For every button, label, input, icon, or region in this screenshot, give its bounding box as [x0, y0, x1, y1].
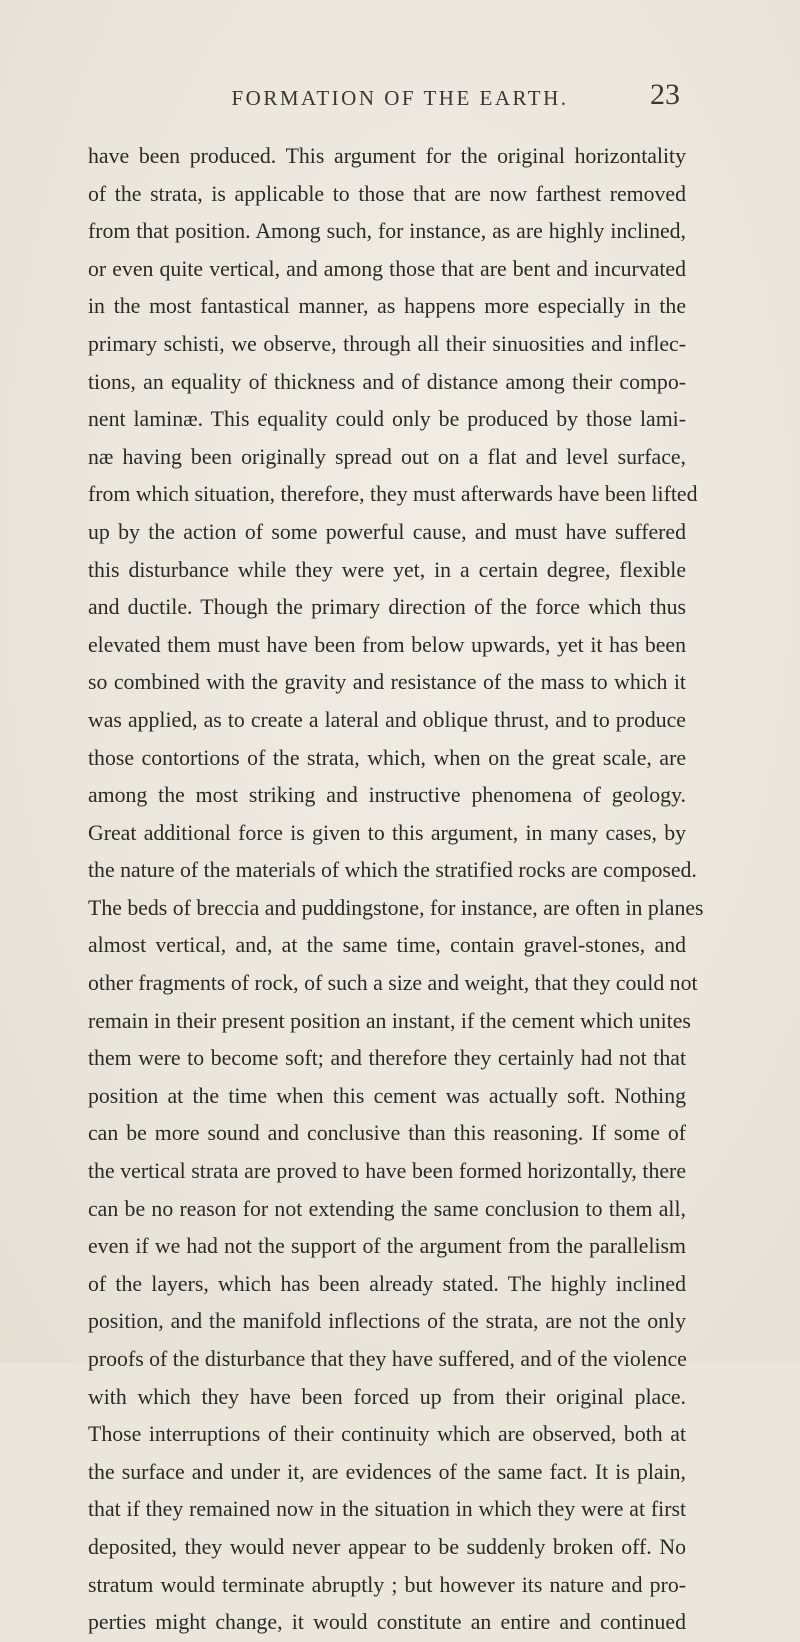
text-line: with which they have been forced up from their original place. [88, 1384, 686, 1409]
text-line: and ductile. Though the primary direction of the force which thus [88, 595, 686, 620]
text-line: the nature of the materials of which the stratified rocks are composed. [88, 858, 697, 883]
text-line: primary schisti, we observe, through all their sinuosities and inflec- [88, 331, 686, 356]
text-line: Great additional force is given to this argument, in many cases, by [88, 820, 686, 845]
text-line: up by the action of some powerful cause, and must have suffered [88, 519, 686, 544]
text-line: have been produced. This argument for the original horizontality [88, 144, 686, 168]
text-line: of the strata, is applicable to those that are now farthest removed [88, 181, 686, 206]
body-text [88, 138, 704, 1642]
text-line: from which situation, therefore, they must afterwards have been lifted [88, 482, 698, 507]
text-line: can be more sound and conclusive than this reasoning. If some of [88, 1121, 686, 1146]
text-line: position at the time when this cement was actually soft. Nothing [88, 1083, 686, 1108]
text-line: The beds of breccia and puddingstone, for instance, are often in planes [88, 895, 704, 920]
text-line: næ having been originally spread out on a flat and level surface, [88, 444, 686, 469]
text-line: of the layers, which has been already stated. The highly inclined [88, 1271, 686, 1296]
text-line: almost vertical, and, at the same time, contain gravel-stones, and [88, 933, 686, 958]
text-line: deposited, they would never appear to be suddenly broken off. No [88, 1534, 686, 1559]
text-line: can be no reason for not extending the same conclusion to them all, [88, 1196, 686, 1221]
running-head: FORMATION OF THE EARTH. [231, 86, 569, 110]
text-line: stratum would terminate abruptly ; but however its nature and pro- [88, 1572, 686, 1597]
text-line: tions, an equality of thickness and of distance among their compo- [88, 369, 686, 394]
text-line: perties might change, it would constitute an entire and continued [88, 1610, 686, 1635]
text-line: remain in their present position an instant, if the cement which unites [88, 1008, 691, 1033]
page-number: 23 [650, 78, 680, 111]
text-line: from that position. Among such, for instance, as are highly inclined, [88, 219, 686, 244]
text-line: nent laminæ. This equality could only be produced by those lami- [88, 407, 686, 432]
text-line: proofs of the disturbance that they have suffered, and of the violence [88, 1347, 687, 1371]
text-line: was applied, as to create a lateral and oblique thrust, and to produce [88, 707, 686, 732]
text-line: other fragments of rock, of such a size and weight, that they could not [88, 971, 698, 996]
text-line: the surface and under it, are evidences of the same fact. It is plain, [88, 1459, 686, 1484]
text-line: or even quite vertical, and among those that are bent and incurvated [88, 256, 686, 281]
text-line: in the most fantastical manner, as happens more especially in the [88, 294, 686, 319]
text-line: the vertical strata are proved to have been formed horizontally, there [88, 1159, 686, 1184]
text-line: even if we had not the support of the argument from the parallelism [88, 1234, 686, 1259]
text-line: among the most striking and instructive phenomena of geology. [88, 783, 686, 808]
text-line: that if they remained now in the situation in which they were at first [88, 1497, 686, 1522]
text-line: this disturbance while they were yet, in a certain degree, flexible [88, 557, 686, 582]
text-line: elevated them must have been from below upwards, yet it has been [88, 632, 686, 657]
text-line: position, and the manifold inflections of the strata, are not the only [88, 1309, 686, 1334]
text-line: Those interruptions of their continuity which are observed, both at [88, 1422, 686, 1447]
text-line: them were to become soft; and therefore they certainly had not that [88, 1046, 686, 1071]
text-line: so combined with the gravity and resistance of the mass to which it [88, 670, 686, 695]
text-line: those contortions of the strata, which, when on the great scale, are [88, 745, 686, 770]
